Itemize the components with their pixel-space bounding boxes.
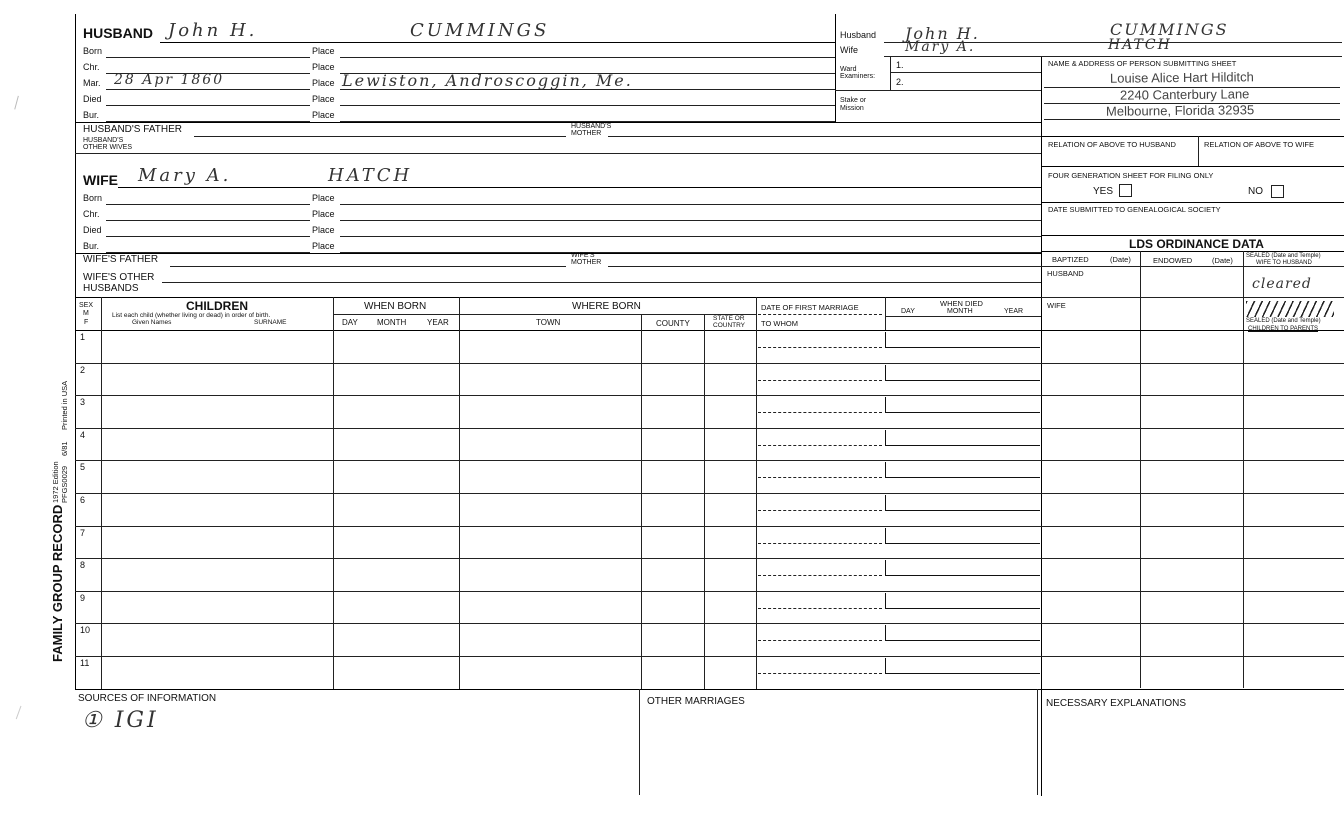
four-gen-top-rule bbox=[1041, 166, 1344, 167]
husband-mar-date-line bbox=[106, 89, 310, 90]
husband-mar-place-label: Place bbox=[312, 78, 335, 88]
husband-father-line bbox=[194, 136, 566, 137]
child-death-bracket bbox=[885, 528, 1040, 544]
sources-label: SOURCES OF INFORMATION bbox=[78, 693, 217, 704]
child-death-bracket bbox=[885, 495, 1040, 511]
husband-died-place-line bbox=[340, 105, 835, 106]
husband-mother-label-2: MOTHER bbox=[571, 130, 602, 137]
children-subheader-rule bbox=[333, 314, 757, 315]
submitter-name: Louise Alice Hart Hilditch bbox=[1109, 69, 1254, 86]
explanations-divider bbox=[1037, 689, 1038, 795]
husband-born-label: Born bbox=[83, 46, 103, 56]
died-month-label: MONTH bbox=[947, 308, 973, 315]
ward-label: Ward bbox=[840, 66, 857, 73]
husband-label: HUSBAND bbox=[83, 25, 153, 41]
child-row-rule bbox=[75, 395, 1344, 396]
born-year-label: YEAR bbox=[427, 318, 449, 327]
examiner-1-line bbox=[890, 72, 1041, 73]
child-marriage-dash bbox=[758, 640, 882, 641]
wife-other-husbands-label-1: WIFE'S OTHER bbox=[83, 272, 155, 283]
four-gen-yes-checkbox[interactable] bbox=[1119, 184, 1132, 197]
died-subheader-rule bbox=[885, 316, 1041, 317]
child-row-number: 9 bbox=[80, 592, 86, 603]
child-row-number: 2 bbox=[80, 364, 86, 375]
relation-top-rule bbox=[1041, 136, 1344, 137]
child-row-rule bbox=[75, 558, 1344, 559]
child-death-bracket bbox=[885, 365, 1040, 381]
wife-died-label: Died bbox=[83, 225, 102, 235]
wife-name-line bbox=[118, 187, 1041, 188]
examiners-label: Examiners: bbox=[840, 73, 876, 80]
husband-given-name: John H. bbox=[168, 20, 258, 41]
header-wife-line bbox=[884, 56, 1342, 57]
town-label: TOWN bbox=[536, 318, 561, 327]
children-bottom-rule bbox=[75, 689, 1344, 690]
wife-born-place-line bbox=[340, 204, 1041, 205]
husband-born-date-line bbox=[106, 57, 310, 58]
children-subtitle: List each child (whether living or dead) in order of birth. bbox=[112, 312, 271, 319]
child-marriage-dash bbox=[758, 445, 882, 446]
form-number-vertical: PFGS0029 bbox=[60, 465, 69, 503]
printed-vertical: Printed in USA bbox=[60, 380, 69, 430]
when-born-label: WHEN BORN bbox=[364, 301, 427, 312]
relation-wife-label: RELATION OF ABOVE TO WIFE bbox=[1204, 140, 1315, 149]
husband-bur-label: Bur. bbox=[83, 110, 100, 120]
husband-father-label: HUSBAND'S FATHER bbox=[83, 124, 182, 135]
lds-top-rule bbox=[1041, 235, 1344, 236]
husband-bur-place-label: Place bbox=[312, 110, 335, 120]
child-row-rule bbox=[75, 493, 1344, 494]
wife-surname: HATCH bbox=[328, 165, 413, 186]
child-death-bracket bbox=[885, 397, 1040, 413]
relation-divider bbox=[1198, 136, 1199, 166]
header-wife-label: Wife bbox=[840, 45, 858, 55]
col-county bbox=[704, 314, 705, 689]
children-header-rule bbox=[75, 330, 1344, 331]
other-marriages-divider bbox=[639, 689, 640, 795]
date-submitted-label: DATE SUBMITTED TO GENEALOGICAL SOCIETY bbox=[1048, 205, 1221, 214]
wife-bur-place-label: Place bbox=[312, 241, 335, 251]
wife-chr-label: Chr. bbox=[83, 209, 100, 219]
child-marriage-dash bbox=[758, 347, 882, 348]
submitter-line-2 bbox=[1044, 103, 1340, 104]
wife-label: WIFE bbox=[83, 172, 118, 188]
col-town bbox=[641, 314, 642, 689]
given-names-label: Given Names bbox=[132, 319, 172, 326]
left-border bbox=[75, 14, 76, 690]
four-gen-no-label: NO bbox=[1248, 186, 1263, 197]
first-marriage-label: DATE OF FIRST MARRIAGE bbox=[761, 303, 859, 312]
husband-died-place-label: Place bbox=[312, 94, 335, 104]
header-wife-given: Mary A. bbox=[905, 39, 976, 55]
page-mark bbox=[16, 706, 25, 721]
wife-mother-label-1: WIFE'S bbox=[571, 252, 595, 259]
born-month-label: MONTH bbox=[377, 318, 407, 327]
child-row-number: 6 bbox=[80, 495, 86, 505]
form-title-vertical: FAMILY GROUP RECORD bbox=[50, 504, 65, 662]
child-death-bracket bbox=[885, 430, 1040, 446]
wife-parents-rule bbox=[75, 253, 1041, 254]
husband-surname: CUMMINGS bbox=[410, 20, 550, 41]
form-edition-vertical: 1972 Edition bbox=[51, 461, 60, 503]
wife-chr-place-line bbox=[340, 220, 1041, 221]
husband-marriage-date: 28 Apr 1860 bbox=[114, 72, 225, 88]
surname-label: SURNAME bbox=[254, 319, 287, 326]
husband-marriage-place: Lewiston, Androscoggin, Me. bbox=[342, 71, 633, 90]
child-row-number: 3 bbox=[80, 397, 86, 408]
four-gen-yes-label: YES bbox=[1093, 186, 1114, 197]
state-label-2: COUNTRY bbox=[713, 322, 746, 329]
lds-endowed-label: ENDOWED bbox=[1153, 256, 1193, 265]
lds-baptized-label: BAPTIZED bbox=[1052, 255, 1089, 264]
when-died-label: WHEN DIED bbox=[940, 299, 983, 308]
born-day-label: DAY bbox=[342, 318, 358, 327]
husband-mar-place-line bbox=[340, 89, 835, 90]
child-marriage-dash bbox=[758, 608, 882, 609]
wife-born-place-label: Place bbox=[312, 193, 335, 203]
husband-name-line bbox=[160, 42, 835, 43]
wife-born-label: Born bbox=[83, 193, 103, 203]
husband-bottom-rule bbox=[75, 153, 1041, 154]
husband-chr-place-label: Place bbox=[312, 62, 335, 72]
examiner-2: 2. bbox=[896, 77, 904, 87]
child-death-bracket bbox=[885, 593, 1040, 609]
sex-m-label: M bbox=[83, 310, 89, 317]
submitter-line-3 bbox=[1044, 119, 1340, 120]
lds-title-rule bbox=[1041, 251, 1344, 252]
children-title: CHILDREN bbox=[186, 299, 248, 313]
child-death-bracket bbox=[885, 462, 1040, 478]
husband-other-wives-label-2: OTHER WIVES bbox=[83, 144, 133, 151]
sex-label: SEX bbox=[79, 302, 94, 309]
husband-born-place-line bbox=[340, 57, 835, 58]
sources-value: ① IGI bbox=[82, 708, 159, 733]
child-marriage-dash bbox=[758, 477, 882, 478]
child-row-rule bbox=[75, 656, 1344, 657]
stake-label-1: Stake or bbox=[840, 97, 867, 104]
lds-baptized-date-label: (Date) bbox=[1110, 255, 1131, 264]
child-row-number: 4 bbox=[80, 429, 86, 440]
husband-mother-label-1: HUSBAND'S bbox=[571, 123, 612, 130]
county-label: COUNTY bbox=[656, 319, 690, 328]
child-row-rule bbox=[75, 591, 1344, 592]
wife-died-date-line bbox=[106, 236, 310, 237]
four-gen-label: FOUR GENERATION SHEET FOR FILING ONLY bbox=[1048, 171, 1214, 180]
relation-husband-label: RELATION OF ABOVE TO HUSBAND bbox=[1048, 140, 1176, 149]
husband-mother-line bbox=[608, 136, 1041, 137]
child-row-rule bbox=[75, 623, 1344, 624]
wife-other-husbands-label-2: HUSBANDS bbox=[83, 283, 139, 294]
sex-f-label: F bbox=[84, 319, 89, 326]
state-label-1: STATE OR bbox=[713, 315, 745, 322]
submitter-label: NAME & ADDRESS OF PERSON SUBMITTING SHEET bbox=[1048, 59, 1237, 68]
child-row-rule bbox=[75, 428, 1344, 429]
child-death-bracket bbox=[885, 560, 1040, 576]
wife-chr-date-line bbox=[106, 220, 310, 221]
child-row-rule bbox=[75, 363, 1344, 364]
examiner-divider bbox=[890, 56, 891, 90]
wife-died-place-label: Place bbox=[312, 225, 335, 235]
header-husband-surname: CUMMINGS bbox=[1110, 20, 1229, 39]
husband-chr-label: Chr. bbox=[83, 62, 100, 72]
col-died-header bbox=[885, 297, 886, 330]
header-husband-given: John H. bbox=[905, 24, 980, 43]
submitter-street: 2240 Canterbury Lane bbox=[1119, 86, 1250, 103]
child-marriage-dash bbox=[758, 575, 882, 576]
wife-given-name: Mary A. bbox=[138, 165, 232, 186]
examiner-2-line bbox=[835, 90, 1041, 91]
husband-mar-label: Mar. bbox=[83, 78, 101, 88]
child-marriage-dash bbox=[758, 510, 882, 511]
first-marriage-dash bbox=[758, 314, 882, 315]
lds-title: LDS ORDINANCE DATA bbox=[1129, 237, 1264, 251]
four-gen-no-checkbox[interactable] bbox=[1271, 185, 1284, 198]
page-mark bbox=[14, 96, 21, 111]
header-wife-surname: HATCH bbox=[1108, 37, 1172, 53]
to-whom-label: TO WHOM bbox=[761, 319, 798, 328]
child-marriage-dash bbox=[758, 673, 882, 674]
wife-mother-label-2: MOTHER bbox=[571, 259, 602, 266]
wife-mother-line bbox=[608, 266, 1041, 267]
died-year-label: YEAR bbox=[1004, 308, 1024, 315]
child-death-bracket bbox=[885, 332, 1040, 348]
date-submitted-top-rule bbox=[1041, 202, 1344, 203]
examiner-1: 1. bbox=[896, 60, 904, 70]
submitter-city: Melbourne, Florida 32935 bbox=[1105, 102, 1255, 119]
lds-endowed-date-label: (Date) bbox=[1212, 256, 1233, 265]
husband-died-label: Died bbox=[83, 94, 102, 104]
husband-top-rule bbox=[75, 122, 1041, 123]
lds-sealed-label-2: WIFE TO HUSBAND bbox=[1256, 260, 1312, 266]
wife-other-husbands-line bbox=[162, 282, 1041, 283]
where-born-label: WHERE BORN bbox=[572, 301, 641, 312]
lds-wife-label: WIFE bbox=[1047, 301, 1066, 310]
wife-chr-place-label: Place bbox=[312, 209, 335, 219]
child-row-number: 1 bbox=[80, 332, 86, 342]
stake-label-2: Mission bbox=[840, 105, 864, 112]
wife-died-place-line bbox=[340, 236, 1041, 237]
lds-sealed-children-2: CHILDREN TO PARENTS bbox=[1248, 326, 1319, 332]
lds-cleared-note: cleared bbox=[1252, 276, 1312, 292]
died-day-label: DAY bbox=[901, 308, 915, 315]
wife-father-line bbox=[170, 266, 566, 267]
child-death-bracket bbox=[885, 625, 1040, 641]
lds-hatched-cell bbox=[1246, 301, 1334, 317]
wife-bur-label: Bur. bbox=[83, 241, 100, 251]
child-marriage-dash bbox=[758, 412, 882, 413]
husband-died-date-line bbox=[106, 105, 310, 106]
child-row-number: 8 bbox=[80, 560, 86, 571]
lds-sealed-label-1: SEALED (Date and Temple) bbox=[1246, 253, 1321, 259]
child-row-number: 11 bbox=[80, 658, 90, 668]
wife-born-date-line bbox=[106, 204, 310, 205]
lds-header-rule bbox=[1041, 266, 1344, 267]
child-row-number: 7 bbox=[80, 527, 86, 538]
form-date-vertical: 6/81 bbox=[60, 441, 69, 456]
lds-husband-label: HUSBAND bbox=[1047, 269, 1084, 278]
header-divider bbox=[835, 14, 836, 122]
submitter-line-1 bbox=[1044, 87, 1340, 88]
husband-other-wives-label-1: HUSBAND'S bbox=[83, 137, 124, 144]
child-marriage-dash bbox=[758, 380, 882, 381]
header-husband-label: Husband bbox=[840, 30, 877, 40]
child-row-rule bbox=[75, 526, 1344, 527]
other-marriages-label: OTHER MARRIAGES bbox=[647, 696, 745, 707]
child-death-bracket bbox=[885, 658, 1040, 674]
child-row-number: 5 bbox=[80, 462, 86, 473]
child-marriage-dash bbox=[758, 543, 882, 544]
wife-bottom-rule bbox=[75, 297, 1041, 298]
explanations-label: NECESSARY EXPLANATIONS bbox=[1046, 698, 1187, 709]
right-panel-divider bbox=[1041, 56, 1042, 796]
wife-father-label: WIFE'S FATHER bbox=[83, 254, 159, 265]
husband-born-place-label: Place bbox=[312, 46, 335, 56]
child-row-rule bbox=[75, 460, 1344, 461]
lds-husband-rule bbox=[1041, 297, 1344, 298]
child-row-number: 10 bbox=[80, 625, 91, 636]
lds-sealed-children-1: SEALED (Date and Temple) bbox=[1246, 318, 1321, 324]
